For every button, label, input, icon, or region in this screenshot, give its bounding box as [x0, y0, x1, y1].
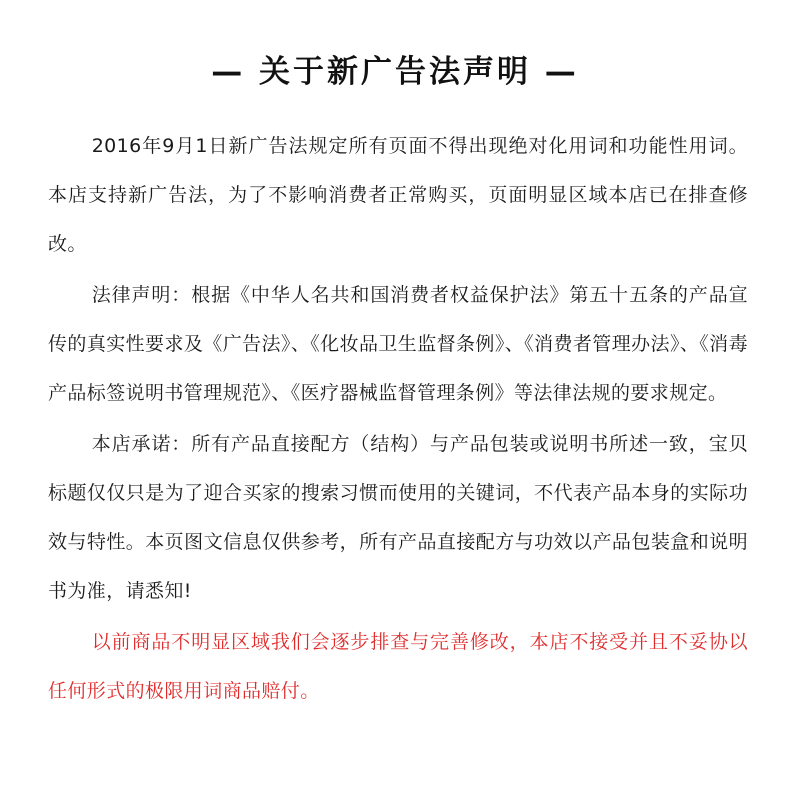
paragraph-store-commitment: 本店承诺：所有产品直接配方（结构）与产品包装或说明书所述一致，宝贝标题仅仅只是为了迎合买家的搜索习惯而使用的关键词，不代表产品本身的实际功效与特性。本页图文信息仅供参考，所有产品直接配方与功效以产品包装盒和说明书为准，请悉知!: [48, 433, 748, 602]
paragraph-legal-statement: 法律声明：根据《中华人名共和国消费者权益保护法》第五十五条的产品宣传的真实性要求及《广告法》、《化妆品卫生监督条例》、《消费者管理办法》、《消毒产品标签说明书管理规范》、《医疗器械监督管理条例》等法律法规的要求规定。: [48, 284, 748, 404]
page-title: — 关于新广告法声明 —: [211, 54, 579, 90]
paragraph-red-notice: 以前商品不明显区域我们会逐步排查与完善修改，本店不接受并且不妥协以任何形式的极限用词商品赔付。: [48, 631, 748, 702]
statement-body: [48, 122, 748, 716]
paragraph-law-compliance: 2016年9月1日新广告法规定所有页面不得出现绝对化用词和功能性用词。本店支持新广告法，为了不影响消费者正常购买，页面明显区域本店已在排查修改。: [48, 135, 748, 255]
